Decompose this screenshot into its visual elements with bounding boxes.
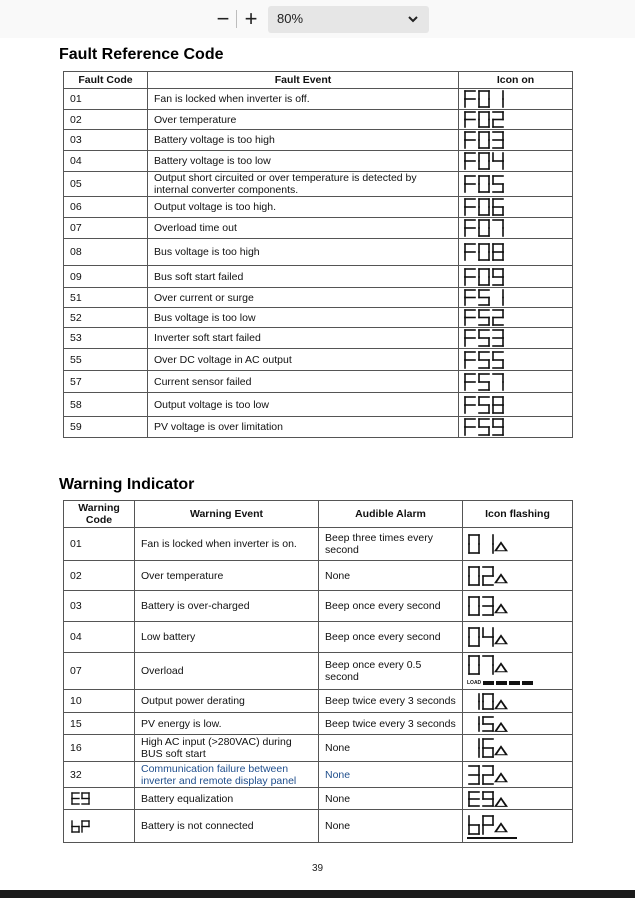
fault-row [64,110,573,130]
warning-row [64,528,573,561]
warning-event: High AC input (>280VAC) during BUS soft start [135,735,319,762]
fault-code: 57 [64,371,148,393]
fault-code-table [63,71,573,438]
audible-alarm: Beep once every 0.5 second [319,653,463,690]
lcd-warning-icon [463,622,573,653]
warning-header-icon: Icon flashing [463,501,573,528]
fault-section-title: Fault Reference Code [59,46,224,63]
load-label: LOAD [467,679,482,686]
warning-indicator-table [63,500,573,843]
warning-event: Fan is locked when inverter is on. [135,528,319,561]
warning-row [64,810,573,843]
lcd-warning-icon [463,762,573,788]
fault-code: 51 [64,288,148,308]
fault-code: 04 [64,151,148,172]
warning-header-event: Warning Event [135,501,319,528]
warning-row [64,788,573,810]
lcd-warning-icon [463,713,573,735]
lcd-fault-icon [459,151,573,172]
page-number: 39 [311,863,324,874]
zoom-out-button[interactable]: − [216,6,230,31]
lcd-fault-icon [459,288,573,308]
lcd-fault-icon [459,266,573,288]
fault-row [64,328,573,349]
audible-alarm: None [319,810,463,843]
fault-code: 07 [64,218,148,239]
warning-code: 07 [64,653,135,690]
audible-alarm: None [319,561,463,591]
warning-event: Battery equalization [135,788,319,810]
fault-code: 52 [64,308,148,328]
fault-row [64,371,573,393]
fault-row [64,239,573,266]
battery-bar-icon [467,837,517,839]
audible-alarm: None [319,762,463,788]
lcd-warning-icon [463,591,573,622]
fault-event: Bus soft start failed [148,266,459,288]
lcd-warning-icon [463,528,573,561]
zoom-in-button[interactable]: + [244,6,258,31]
load-bar-icon [467,677,568,689]
fault-event: Over temperature [148,110,459,130]
fault-event: Output short circuited or over temperature is detected by internal converter components. [148,172,459,197]
fault-code: 01 [64,89,148,110]
fault-event: Output voltage is too low [148,393,459,417]
audible-alarm: Beep once every second [319,622,463,653]
fault-header-code: Fault Code [64,72,148,89]
warning-code: 10 [64,690,135,713]
lcd-fault-icon [459,130,573,151]
fault-row [64,89,573,110]
fault-code: 05 [64,172,148,197]
fault-event: Battery voltage is too low [148,151,459,172]
zoom-value: 80% [277,11,304,26]
lcd-warning-icon [463,690,573,713]
fault-row [64,288,573,308]
fault-event: Bus voltage is too high [148,239,459,266]
fault-event: Current sensor failed [148,371,459,393]
fault-code: 02 [64,110,148,130]
warning-code: 16 [64,735,135,762]
warning-code: 04 [64,622,135,653]
audible-alarm: Beep twice every 3 seconds [319,713,463,735]
audible-alarm: Beep twice every 3 seconds [319,690,463,713]
pdf-toolbar [0,0,635,39]
fault-code: 58 [64,393,148,417]
lcd-fault-icon [459,393,573,417]
lcd-fault-icon [459,172,573,197]
lcd-fault-icon [459,89,573,110]
fault-code: 59 [64,417,148,438]
warning-event: Output power derating [135,690,319,713]
lcd-fault-icon [459,308,573,328]
fault-event: Over current or surge [148,288,459,308]
fault-event: Inverter soft start failed [148,328,459,349]
fault-row [64,197,573,218]
fault-row [64,417,573,438]
warning-event: Battery is not connected [135,810,319,843]
fault-row [64,218,573,239]
lcd-fault-icon [459,218,573,239]
fault-row [64,393,573,417]
lcd-fault-icon [459,197,573,218]
warning-code: 15 [64,713,135,735]
warning-row [64,762,573,788]
audible-alarm: None [319,788,463,810]
warning-event: Communication failure between inverter and remote display panel [135,762,319,788]
fault-event: Over DC voltage in AC output [148,349,459,371]
fault-row [64,308,573,328]
lcd-fault-icon [459,371,573,393]
audible-alarm: None [319,735,463,762]
fault-code: 55 [64,349,148,371]
warning-header-code: Warning Code [64,501,135,528]
warning-code-lcd [64,788,135,810]
lcd-fault-icon [459,349,573,371]
lcd-warning-icon [463,788,573,810]
toolbar-divider [236,10,237,28]
warning-row [64,653,573,690]
lcd-warning-icon [463,561,573,591]
warning-row [64,591,573,622]
fault-event: Output voltage is too high. [148,197,459,218]
audible-alarm: Beep once every second [319,591,463,622]
fault-row [64,130,573,151]
warning-code: 32 [64,762,135,788]
fault-event: Battery voltage is too high [148,130,459,151]
warning-code: 03 [64,591,135,622]
fault-code: 08 [64,239,148,266]
warning-event: PV energy is low. [135,713,319,735]
fault-code: 09 [64,266,148,288]
fault-event: Overload time out [148,218,459,239]
document-page [0,38,635,890]
warning-header-alarm: Audible Alarm [319,501,463,528]
lcd-warning-icon [463,735,573,762]
fault-header-event: Fault Event [148,72,459,89]
lcd-warning-icon [463,653,573,690]
fault-row [64,266,573,288]
warning-code-lcd [64,810,135,843]
audible-alarm: Beep three times every second [319,528,463,561]
warning-event: Overload [135,653,319,690]
fault-code: 06 [64,197,148,218]
lcd-warning-icon [463,810,573,843]
warning-section-title: Warning Indicator [59,476,195,493]
fault-header-icon: Icon on [459,72,573,89]
warning-row [64,690,573,713]
warning-row [64,622,573,653]
warning-row [64,735,573,762]
lcd-fault-icon [459,328,573,349]
fault-code: 53 [64,328,148,349]
warning-code: 02 [64,561,135,591]
zoom-select[interactable] [268,6,429,33]
fault-row [64,151,573,172]
warning-row [64,561,573,591]
fault-row [64,172,573,197]
warning-event: Over temperature [135,561,319,591]
lcd-fault-icon [459,417,573,438]
fault-row [64,349,573,371]
warning-event: Battery is over-charged [135,591,319,622]
lcd-fault-icon [459,239,573,266]
warning-code: 01 [64,528,135,561]
fault-event: Fan is locked when inverter is off. [148,89,459,110]
chevron-down-icon [407,13,419,25]
warning-row [64,713,573,735]
lcd-fault-icon [459,110,573,130]
fault-event: PV voltage is over limitation [148,417,459,438]
fault-event: Bus voltage is too low [148,308,459,328]
warning-event: Low battery [135,622,319,653]
fault-code: 03 [64,130,148,151]
